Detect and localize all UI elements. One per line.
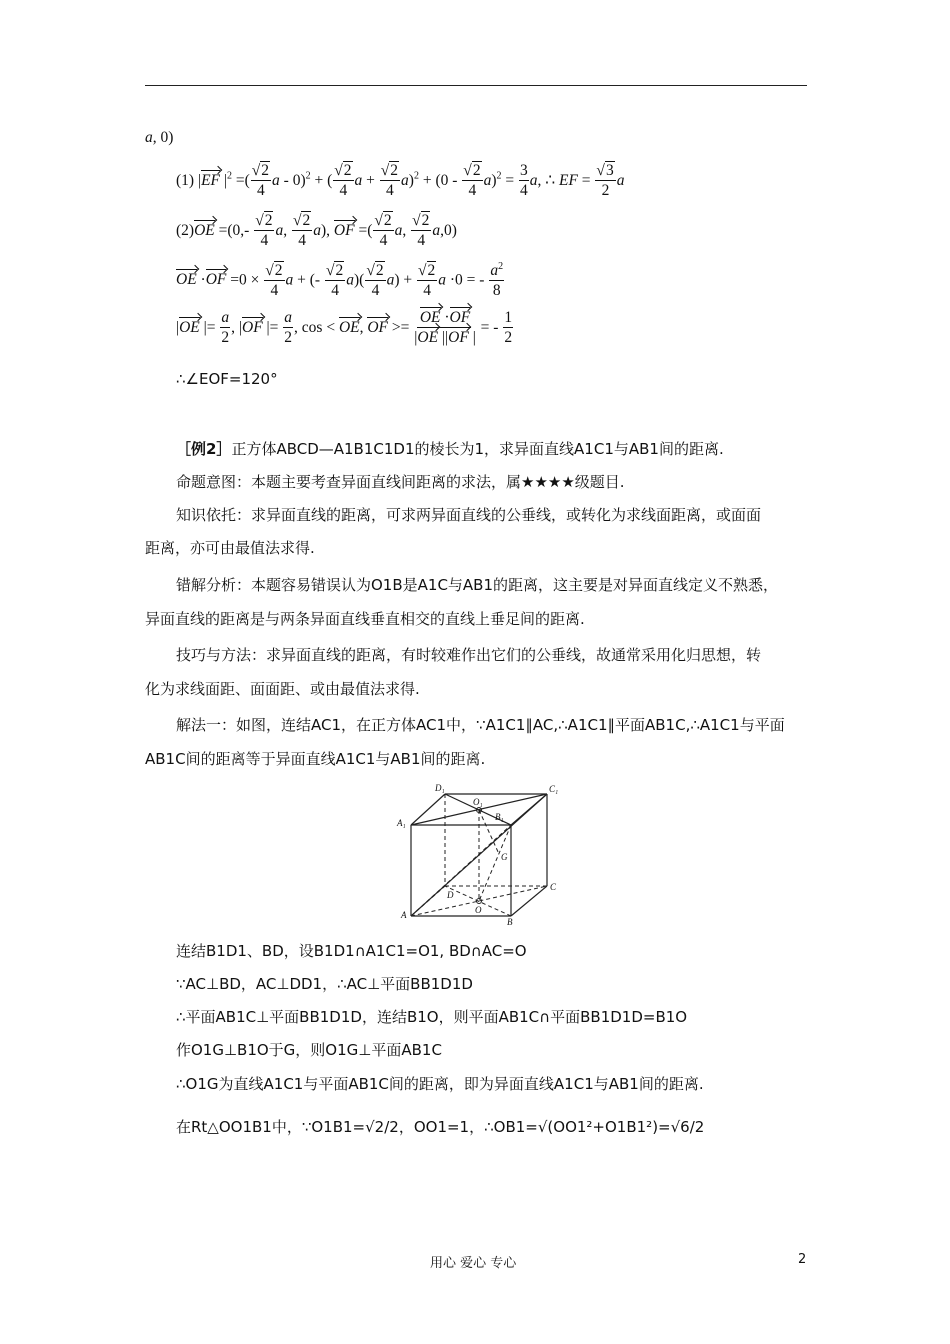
formula-line-1: (1) |EF $|^2$ =( $\frac{√2}{4}$ a - 0)$^2$ + ( $\frac{√2}{4}$ a + $\frac{√2}{4}$ a)$^2$ + (0 - $\frac{√2}{4}$ a)$^2$ = $\frac{3}{4}$ a, ∴ EF = $\frac{√3}{2}$ a [176,162,625,200]
label-B: B [507,917,513,926]
label-O: O [475,905,482,915]
step-6: 在Rt△OO1B1中，∵O1B1=√2/2，OO1=1，∴OB1=√(OO1²+O1B1²)=√6/2 [176,1118,705,1136]
edge-B-C [511,886,547,916]
solution-line-2: AB1C间的距离等于异面直线A1C1与AB1间的距离. [145,750,486,768]
label-A: A [401,910,407,920]
method-line-1: 技巧与方法：求异面直线的距离，有时较难作出它们的公垂线，故通常采用化归思想，转 [176,646,762,664]
knowledge-line-1: 知识依托：求异面直线的距离，可求两异面直线的公垂线，或转化为求线面距离，或面面 [176,506,762,524]
formula-line-3: OE ·OF =0 × $\frac{√2}{4}$ a + (- $\frac{√2}{4}$ a)( $\frac{√2}{4}$ a) + $\frac{√2}{4}$ a ·0 = - $\frac{a^2}{8}$ [176,261,504,300]
label-G: G [501,852,508,862]
example-statement [176,442,724,457]
error-line-2: 异面直线的距离是与两条异面直线垂直相交的直线上垂足间的距离. [145,610,585,628]
label-D1: D₁ [435,783,445,793]
formula-line-4: |OE |= $\frac{a}{2}$ , |OF |= $\frac{a}{2}$ , cos < OE, OF >= $\frac{OE \cdot OF}{|OE ||OF |}$ = - $\frac{1}{2}$ [176,309,513,347]
footer-center: 用心 爱心 专心 [430,1256,517,1271]
solution-line-1: 解法一：如图，连结AC1，在正方体AC1中，∵A1C1∥AC,∴A1C1∥平面AB1C,∴A1C1与平面 [176,716,785,734]
edge-A1-D1 [411,794,445,825]
label-D: D [447,890,454,900]
formula-line-2: (2)OE =(0,- $\frac{√2}{4}$ a, $\frac{√2}{4}$ a), OF =( $\frac{√2}{4}$ a, $\frac{√2}{4}$ a,0) [176,212,457,250]
label-C: C [550,882,557,892]
step-5: ∴O1G为直线A1C1与平面AB1C间的距离，即为异面直线A1C1与AB1间的距离. [176,1075,704,1093]
angle-conclusion: ∴∠EOF=120° [176,370,278,388]
step-1: 连结B1D1、BD，设B1D1∩A1C1=O1, BD∩AC=O [176,942,527,960]
label-O1: O₁ [473,797,483,807]
intent-text: 命题意图：本题主要考查异面直线间距离的求法，属★★★★级题目. [176,473,625,491]
example-text: 正方体ABCD—A1B1C1D1的棱长为1，求异面直线A1C1与AB1间的距离. [231,440,724,458]
step-3: ∴平面AB1C⊥平面BB1D1D，连结B1O，则平面AB1C∩平面BB1D1D=B1O [176,1008,688,1026]
top-fragment: a, 0) [145,129,174,146]
label-B1: B₁ [495,812,504,822]
step-2: ∵AC⊥BD，AC⊥DD1，∴AC⊥平面BB1D1D [176,975,473,993]
method-line-2: 化为求线面距、面面距、或由最值法求得. [145,680,420,698]
example-label: ［例2］ [176,440,232,458]
error-line-1: 错解分析：本题容易错误认为O1B是A1C与AB1的距离，这主要是对异面直线定义不熟悉， [176,576,779,594]
cube-figure [395,780,565,926]
knowledge-line-2: 距离，亦可由最值法求得. [145,539,315,557]
header-rule [145,85,807,86]
label-C1: C₁ [549,784,559,794]
step-4: 作O1G⊥B1O于G，则O1G⊥平面AB1C [176,1041,442,1059]
label-A1: A₁ [397,818,406,828]
hidden-B1-O [479,825,511,901]
page-number: 2 [798,1252,807,1267]
